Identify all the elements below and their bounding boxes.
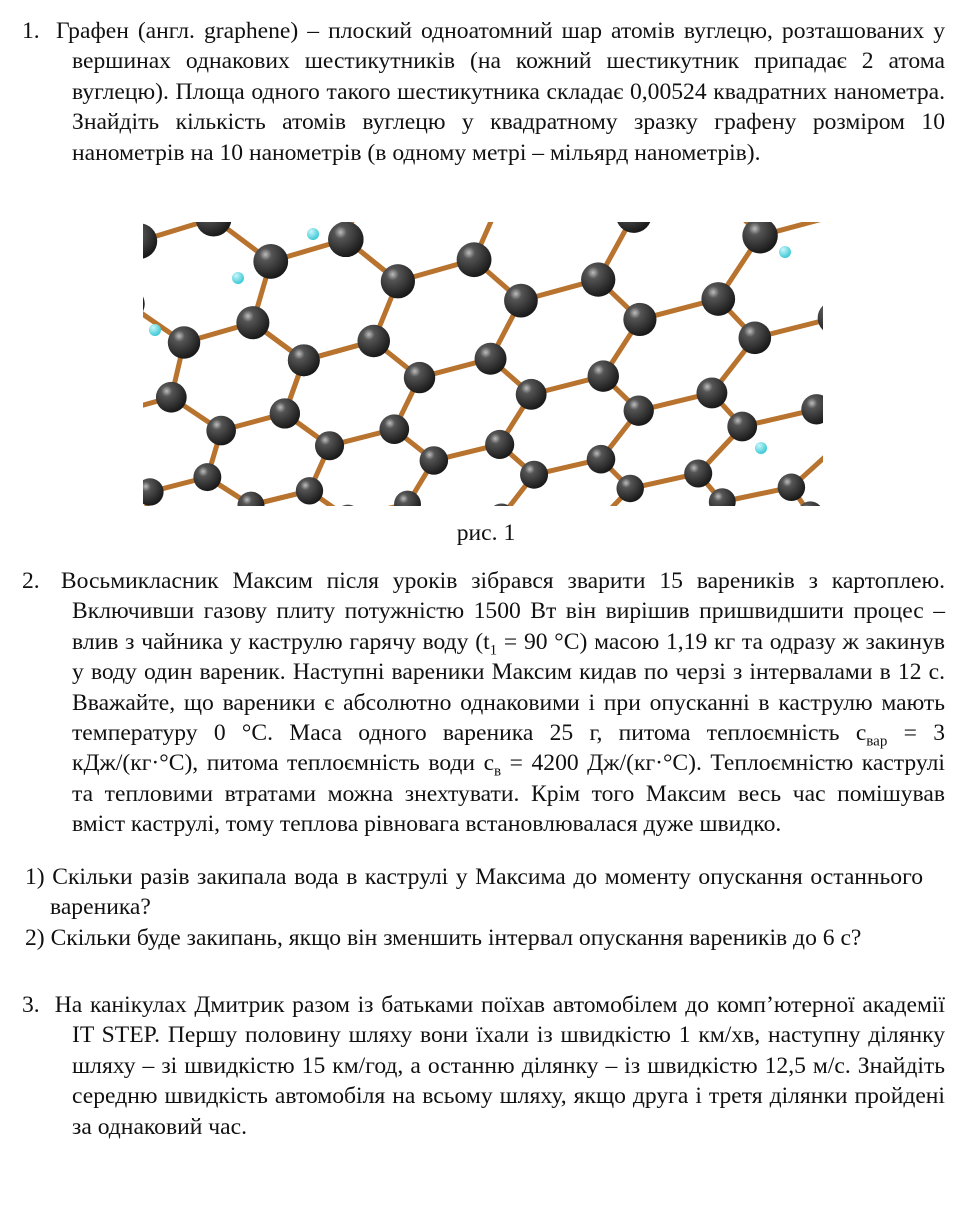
task-2-text-b: = 90 °C) масою 1,19 кг та одразу ж закинув у воду один вареник. Наступні вареники Максим кидав по черзі з інтервалами в 12 с. Вважайте, що вареники є абсолютно однаковими і при опусканні в каструлю мають температуру 0 °С. Маса одного вареника 25 г, питома теплоємність c (72, 628, 945, 747)
subscript-var: вар (866, 733, 888, 750)
carbon-atom (196, 222, 232, 236)
carbon-atom (357, 325, 390, 358)
carbon-atom (742, 222, 777, 254)
question-2 (25, 923, 923, 953)
carbon-atom (778, 474, 806, 502)
carbon-atom (328, 222, 363, 257)
task-3-text: На канікулах Дмитрик разом із батьками поїхав автомобілем до комп’ютерної академії IT STEP. Першу половину шляху вони їхали із швидкістю 1 км/хв, наступну ділянку шляху – зі швидкістю 15 км/год, а останню ділянку – із швидкістю 12,5 м/с. Знайдіть середню швидкість автомобіля на всьому шляху, якщо друга і третя ділянки пройдені за однаковий час. (54, 992, 945, 1140)
task-3: 3. На канікулах Дмитрик разом із батьками поїхав автомобілем до комп’ютерної академії IT STEP. Першу половину шляху вони їхали із швидкістю 1 км/хв, наступну ділянку шляху – зі швидкістю 15 км/год, а останню ділянку – із швидкістю 12,5 м/с. Знайдіть середню швидкість автомобіля на всьому шляху, якщо друга і третя ділянки пройдені за однаковий час. (22, 992, 945, 1140)
carbon-atom (156, 382, 187, 413)
carbon-atom (457, 242, 492, 277)
carbon-atom (143, 223, 157, 258)
hydrogen-atom (779, 246, 791, 258)
carbon-atom (485, 430, 514, 459)
carbon-atom (236, 306, 269, 339)
carbon-atom (587, 445, 616, 474)
question-1-number: 1) (25, 864, 45, 890)
carbon-atom (504, 284, 538, 318)
carbon-atom (624, 396, 654, 426)
carbon-atom (516, 379, 547, 410)
task-2-text-c: = 3 кДж/(кг·°С), питома теплоємність води c (72, 720, 946, 777)
carbon-atom (296, 477, 323, 504)
carbon-atom (520, 461, 548, 489)
hydrogen-atom (755, 442, 767, 454)
carbon-atom (738, 322, 771, 355)
carbon-atom (270, 398, 300, 428)
carbon-atom (379, 414, 409, 444)
question-1-text: Скільки разів закипала вода в каструлі у Максима до моменту опускання останнього вареника? (50, 864, 923, 921)
carbon-atom (420, 446, 449, 475)
subscript-v: в (494, 764, 502, 781)
carbon-atom (616, 222, 652, 233)
carbon-atom (588, 360, 619, 391)
carbon-atom (238, 492, 265, 506)
task-2: 2. Восьмикласник Максим після уроків зібрався зварити 15 вареників з картоплею. Включивши газову плиту потужністю 1500 Вт він вирішив пришвидшити процес – влив з чайника у каструлю гарячу воду ($t_1 = 90$ °C) масою 1,19 кг та одразу ж закинув у воду один вареник. Наступні вареники Максим кидав по черзі з інтервалами в 12 с. Вважайте, що вареники є абсолютно однаковими і при опусканні в каструлю мають температуру 0 °С. Маса одного вареника 25 г, питома теплоємність $c_{вар} = 3$ кДж/(кг·°С), питома теплоємність води $c_в = 4200$ Дж/(кг·°С). Теплоємністю каструлі та тепловими втратами можна знехтувати. Крім того Максим весь час помішував вміст каструлі, тому теплова рівновага встановлювалася дуже швидко. (22, 568, 946, 838)
carbon-atom (475, 343, 507, 375)
carbon-atom (696, 377, 727, 408)
question-2-number: 2) (25, 925, 45, 951)
carbon-atom (801, 394, 823, 424)
hydrogen-atom (232, 272, 244, 284)
carbon-atom (727, 412, 757, 442)
carbon-atom (253, 244, 288, 279)
carbon-atom (623, 303, 656, 336)
task-1-text: Графен (англ. graphene) – плоский одноатомний шар атомів вуглецю, розташованих у вершинах однакових шестикутників (на кожний шестикутник припадає 2 атома вуглецю). Площа одного такого шестикутника складає 0,00524 квадратних нанометра. Знайдіть кількість атомів вуглецю у квадратному зразку графену розміром 10 нанометрів на 10 нанометрів (в одному метрі – мільярд нанометрів). (56, 18, 946, 166)
task-2-text-a: Восьмикласник Максим після уроків зібрався зварити 15 вареників з картоплею. Включивши газову плиту потужністю 1500 Вт він вирішив пришвидшити процес – влив з чайника у каструлю гарячу воду (t (60, 568, 945, 655)
hydrogen-atom (307, 228, 319, 240)
subscript-t1: 1 (489, 642, 498, 659)
carbon-atom (168, 326, 200, 358)
task-1: 1. Графен (англ. graphene) – плоский одноатомний шар атомів вуглецю, розташованих у вершинах однакових шестикутників (на кожний шестикутник припадає 2 атома вуглецю). Площа одного такого шестикутника складає 0,00524 квадратних нанометра. Знайдіть кількість атомів вуглецю у квадратному зразку графену розміром 10 нанометрів на 10 нанометрів (в одному метрі – мільярд нанометрів). (22, 18, 946, 166)
hydrogen-atom (149, 324, 161, 336)
task-2-text-d: = 4200 Дж/(кг·°С). Теплоємністю каструлі та тепловими втратами можна знехтувати. Крім того Максим весь час помішував вміст каструлі, тому теплова рівновага встановлювалася дуже швидко. (72, 750, 945, 838)
carbon-atom (404, 362, 435, 393)
carbon-atom (315, 431, 344, 460)
carbon-atom (381, 264, 415, 298)
figure-caption: рис. 1 (456, 520, 516, 546)
carbon-atom (818, 301, 823, 334)
carbon-atom (288, 344, 320, 376)
carbon-atom (143, 478, 164, 505)
carbon-atom (206, 416, 236, 446)
carbon-atom (701, 282, 735, 316)
carbon-atom (684, 459, 712, 487)
carbon-atom (581, 262, 615, 296)
question-1 (25, 862, 923, 923)
graphene-lattice-image (143, 222, 823, 506)
carbon-atom (335, 505, 361, 506)
question-2-text: Скільки буде закипань, якщо він зменшить інтервал опускання вареників до 6 с? (50, 925, 862, 951)
carbon-atom (193, 463, 221, 491)
carbon-atom (616, 475, 643, 502)
